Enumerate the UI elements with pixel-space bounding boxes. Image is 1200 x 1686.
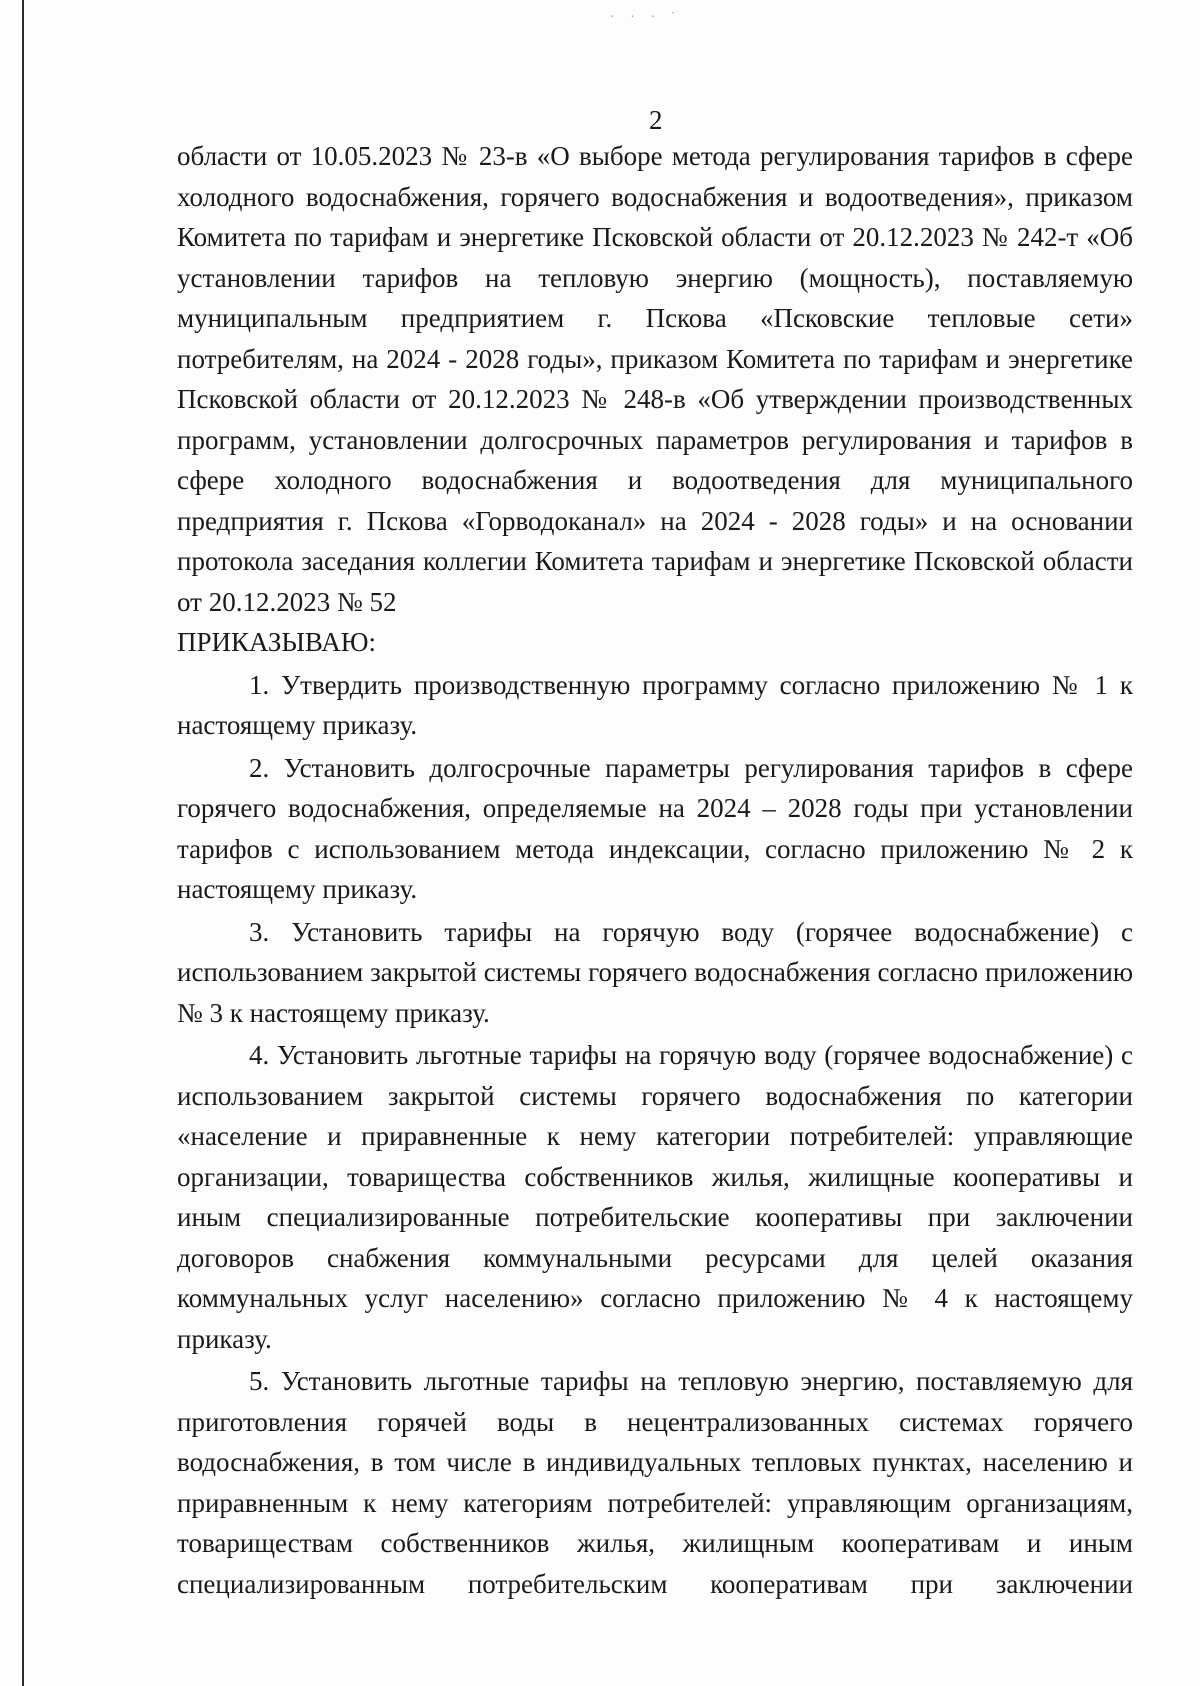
order-item-4: 4. Установить льготные тарифы на горячую воду (горячее водоснабжение) с использованием закрытой системы горячего водоснабжения по категории «население и приравненные к нему категории потребителей: управляющие организации, товарищества собственников жилья, жилищные кооперативы и иным специализированные потребительские кооперативы при заключении договоров снабжения коммунальными ресурсами для целей оказания коммунальных услуг населению» согласно приложению № 4 к настоящему приказу. <box>177 1040 1133 1354</box>
order-item-2: 2. Установить долгосрочные параметры регулирования тарифов в сфере горячего водоснабжения, определяемые на 2024 – 2028 годы при установлении тарифов с использованием метода индексации, согласно приложению № 2 к настоящему приказу. <box>177 752 1133 904</box>
scan-noise: · · · ˙ <box>610 10 682 25</box>
page-number: 2 <box>649 105 663 135</box>
order-heading: ПРИКАЗЫВАЮ: <box>177 627 376 657</box>
scan-edge-line <box>22 0 24 1686</box>
order-item-1: 1. Утвердить производственную программу согласно приложению № 1 к настоящему приказу. <box>177 669 1133 740</box>
order-item-5: 5. Установить льготные тарифы на тепловую энергию, поставляемую для приготовления горячей воды в нецентрализованных системах горячего водоснабжения, в том числе в индивидуальных тепловых пунктах, населению и приравненным к нему категориям потребителей: управляющим организациям, товариществам собственников жилья, жилищным кооперативам и иным специализированным потребительским кооперативам при заключении <box>177 1366 1133 1599</box>
intro-paragraph: области от 10.05.2023 № 23-в «О выборе метода регулирования тарифов в сфере холодного водоснабжения, горячего водоснабжения и водоотведения», приказом Комитета по тарифам и энергетике Псковской области от 20.12.2023 № 242-т «Об установлении тарифов на тепловую энергию (мощность), поставляемую муниципальным предприятием г. Пскова «Псковские тепловые сети» потребителям, на 2024 - 2028 годы», приказом Комитета по тарифам и энергетике Псковской области от 20.12.2023 № 248-в «Об утверждении производственных программ, установлении долгосрочных параметров регулирования и тарифов в сфере холодного водоснабжения и водоотведения для муниципального предприятия г. Пскова «Горводоканал» на 2024 - 2028 годы» и на основании протокола заседания коллегии Комитета тарифам и энергетике Псковской области от 20.12.2023 № 52 <box>177 141 1133 617</box>
document-body <box>177 136 1133 1604</box>
order-item-3: 3. Установить тарифы на горячую воду (горячее водоснабжение) с использованием закрытой системы горячего водоснабжения согласно приложению № 3 к настоящему приказу. <box>177 916 1133 1028</box>
